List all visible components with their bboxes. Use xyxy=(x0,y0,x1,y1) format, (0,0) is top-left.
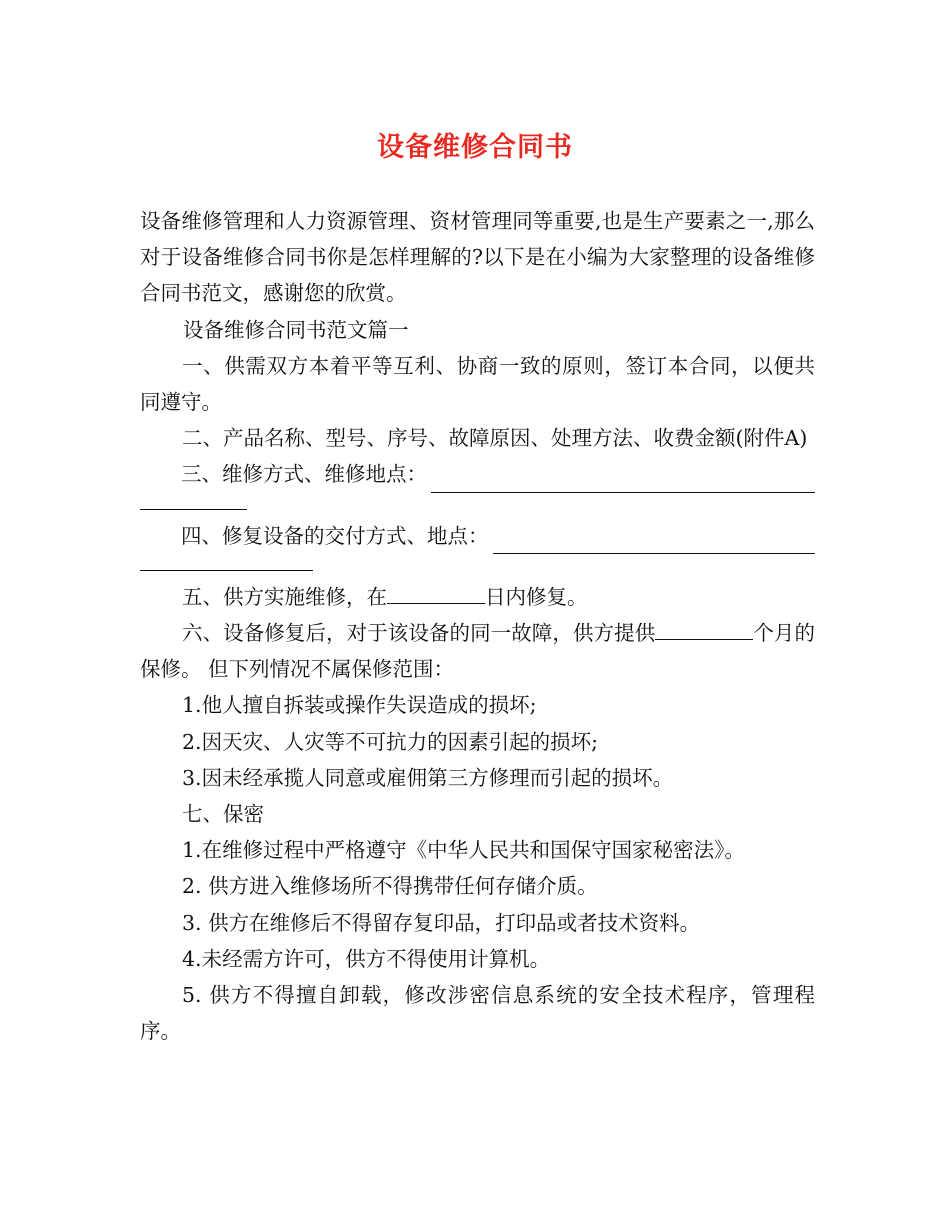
clause-5-before: 五、供方实施维修，在 xyxy=(182,584,388,609)
repair-days-blank[interactable] xyxy=(387,583,485,604)
delivery-location-blank-continuation[interactable] xyxy=(140,554,313,571)
clause-5 xyxy=(140,579,815,615)
repair-location-blank[interactable] xyxy=(431,468,815,493)
clause-6-item: 1.他人擅自拆装或操作失误造成的损坏; xyxy=(182,693,537,718)
intro-paragraph: 设备维修管理和人力资源管理、资材管理同等重要,也是生产要素之一,那么对于设备维修合同书你是怎样理解的?以下是在小编为大家整理的设备维修合同书范文，感谢您的欣赏。 xyxy=(140,209,815,306)
clause-7-item: 3. 供方在维修后不得留存复印品，打印品或者技术资料。 xyxy=(182,910,701,935)
clause-4-label: 四、修复设备的交付方式、地点： xyxy=(181,523,489,548)
clause-7-item: 2. 供方进入维修场所不得携带任何存储介质。 xyxy=(182,874,598,899)
clause-6-after: 个月的保修。 但下列情况不属保修范围： xyxy=(140,621,816,682)
clause-3-label: 三、维修方式、维修地点： xyxy=(181,462,427,487)
clause-6-item: 3.因未经承揽人同意或雇佣第三方修理而引起的损坏。 xyxy=(182,765,674,790)
clause-4-row xyxy=(140,518,815,554)
repair-location-blank-continuation[interactable] xyxy=(140,493,247,510)
clause-7-heading: 七、保密 xyxy=(182,802,265,827)
warranty-months-blank[interactable] xyxy=(655,619,753,640)
clause-6 xyxy=(140,615,815,687)
clause-6-before: 六、设备修复后，对于该设备的同一故障，供方提供 xyxy=(182,621,656,645)
clause-7-item: 5. 供方不得擅自卸载，修改涉密信息系统的安全技术程序，管理程序。 xyxy=(140,983,815,1044)
clause-3-row xyxy=(140,456,815,492)
clause-6-item: 2.因天灾、人灾等不可抗力的因素引起的损坏; xyxy=(182,729,598,754)
clause-5-after: 日内修复。 xyxy=(485,584,588,609)
clause-2: 二、产品名称、型号、序号、故障原因、处理方法、收费金额(附件A) xyxy=(182,426,808,451)
clause-7-item: 1.在维修过程中严格遵守《中华人民共和国保守国家秘密法》。 xyxy=(182,838,745,863)
delivery-location-blank[interactable] xyxy=(493,529,816,554)
section-heading: 设备维修合同书范文篇一 xyxy=(183,317,409,342)
document-title: 设备维修合同书 xyxy=(377,132,573,163)
clause-7-item: 4.未经需方许可，供方不得使用计算机。 xyxy=(182,946,551,971)
clause-1: 一、供需双方本着平等互利、协商一致的原则，签订本合同，以便共同遵守。 xyxy=(140,353,815,415)
document-body xyxy=(140,203,815,1049)
